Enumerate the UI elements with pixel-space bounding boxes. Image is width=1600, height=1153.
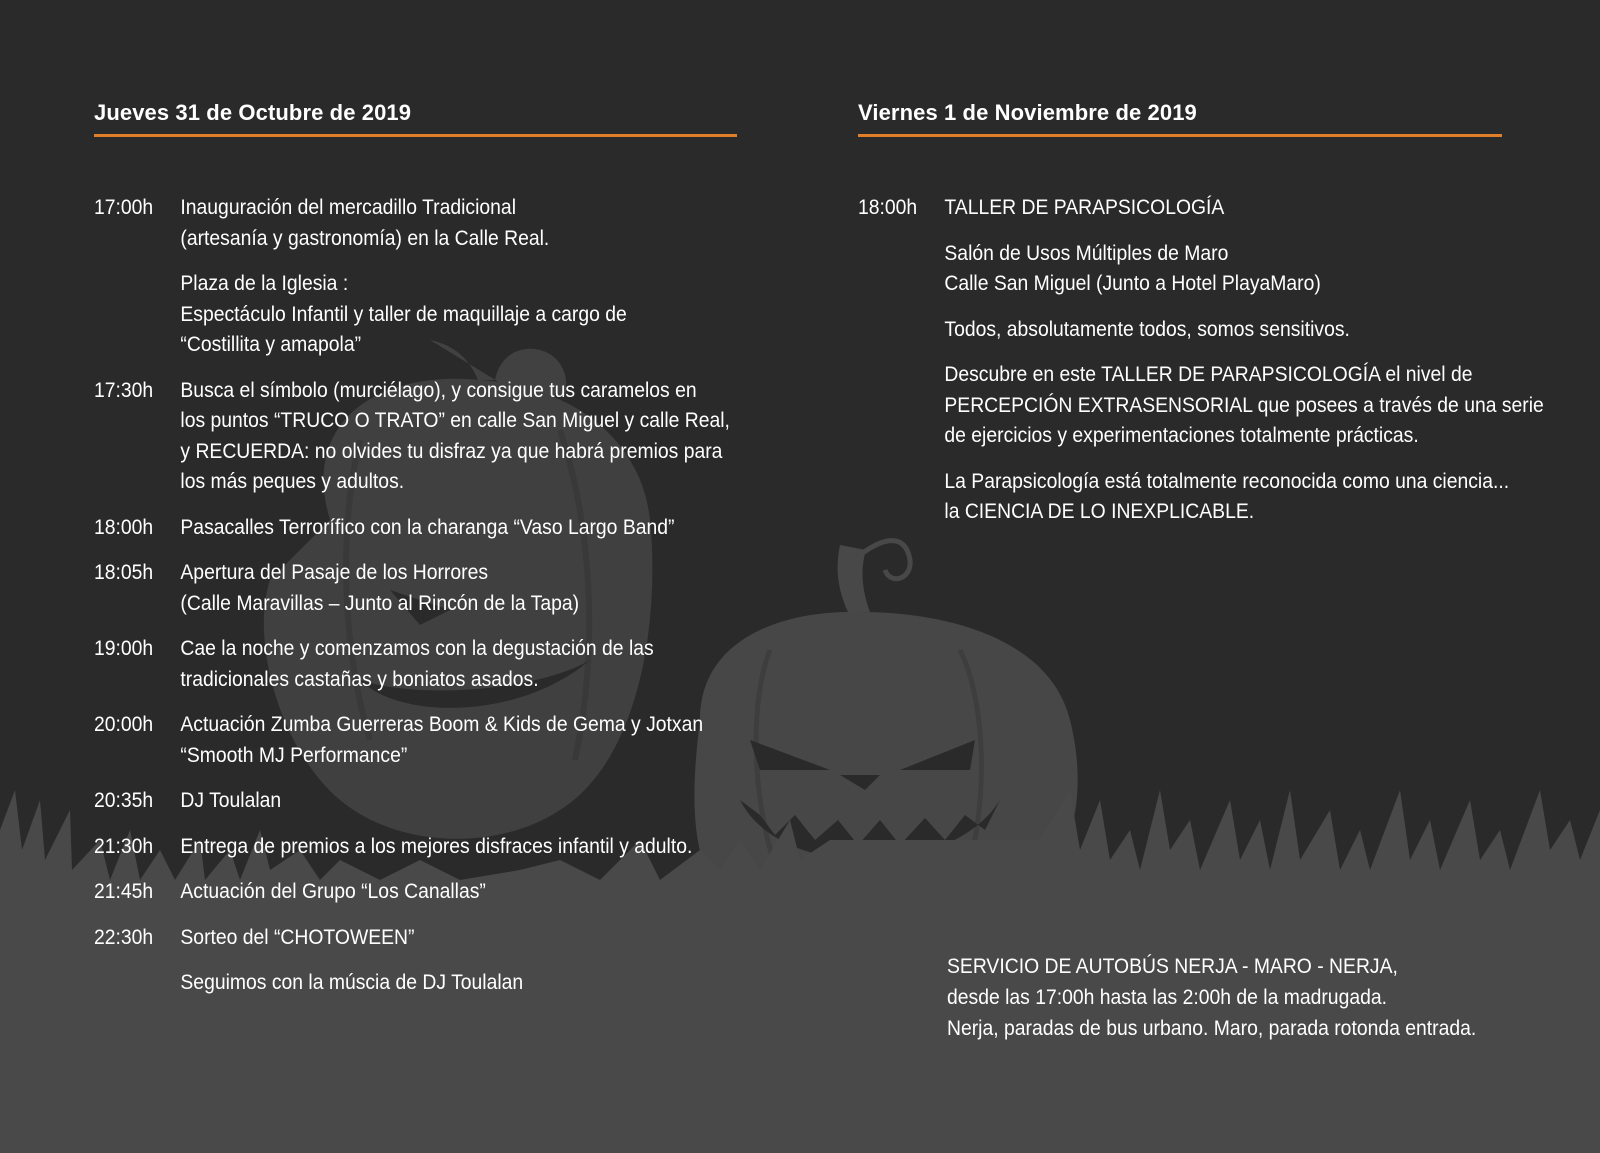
entry-description [180,922,679,953]
entry-line: la CIENCIA DE LO INEXPLICABLE. [944,499,1255,523]
entry-line: TALLER DE PARAPSICOLOGÍA [944,195,1225,219]
entry-line: Descubre en este TALLER DE PARAPSICOLOGÍA el nivel de [944,362,1473,386]
entry-line: Busca el símbolo (murciélago), y consigue tus caramelos en [180,377,697,402]
schedule-entry [94,192,679,253]
entry-line: Espectáculo Infantil y taller de maquillaje a cargo de [180,301,627,326]
entry-line: Calle San Miguel (Junto a Hotel PlayaMaro) [944,271,1321,295]
entry-time: 21:45h [94,879,154,903]
entry-description [944,192,1452,223]
entry-line: de ejercicios y experimentaciones totalmente prácticas. [944,423,1419,447]
entry-description [180,709,703,770]
schedule-entry [94,268,679,360]
entry-line: “Costillita y amapola” [180,332,362,356]
entry-description [944,238,1452,299]
thursday-schedule [94,100,744,1013]
schedule-entry [94,512,679,543]
entry-line: DJ Toulalan [180,788,282,812]
entry-line: Cae la noche y comenzamos con la degustación de las [180,636,654,660]
entry-line: PERCEPCIÓN EXTRASENSORIAL que posees a través de una serie [944,392,1544,417]
entry-line: Todos, absolutamente todos, somos sensitivos. [944,316,1350,341]
schedule-list [94,192,744,998]
entry-line: Pasacalles Terrorífico con la charanga “Vaso Largo Band” [180,514,675,539]
entry-line: Salón de Usos Múltiples de Maro [944,240,1229,265]
entry-time [858,238,944,299]
entry-time [858,466,944,527]
entry-time: 18:00h [94,514,154,539]
entry-line: y RECUERDA: no olvides tu disfraz ya que habrá premios para [180,438,723,463]
bus-notice-line: Nerja, paradas de bus urbano. Maro, parada rotonda entrada. [947,1016,1477,1040]
schedule-entry [858,359,1544,451]
entry-description [180,375,730,497]
entry-time [94,268,180,360]
entry-description [180,876,679,907]
entry-description [180,268,679,360]
entry-line: “Smooth MJ Performance” [180,742,408,767]
entry-description [180,831,692,862]
entry-time [94,967,180,998]
entry-description [180,557,679,618]
entry-line: La Parapsicología está totalmente reconocida como una ciencia... [944,468,1510,493]
entry-description [180,633,679,694]
entry-line: Apertura del Pasaje de los Horrores [180,560,489,584]
entry-line: los más peques y adultos. [180,469,405,493]
entry-line: Entrega de premios a los mejores disfraces infantil y adulto. [180,833,693,858]
entry-time: 18:00h [858,195,918,219]
schedule-entry [94,785,679,816]
entry-description [180,192,679,253]
entry-line: (Calle Maravillas – Junto al Rincón de la Tapa) [180,590,580,615]
schedule-entry [858,314,1452,345]
bus-notice-line: SERVICIO DE AUTOBÚS NERJA - MARO - NERJA, [947,954,1398,978]
entry-time: 21:30h [94,833,154,858]
entry-time: 18:05h [94,560,154,584]
schedule-entry [94,375,730,497]
entry-time [858,359,944,451]
entry-description [180,785,679,816]
entry-description [944,466,1509,527]
entry-time: 20:35h [94,788,154,812]
day-title: Jueves 31 de Octubre de 2019 [94,100,737,137]
entry-time [858,314,944,345]
schedule-entry [94,967,679,998]
schedule-entry [94,557,679,618]
bus-service-notice [947,951,1476,1044]
entry-line: los puntos “TRUCO O TRATO” en calle San Miguel y calle Real, [180,408,730,432]
bus-notice-line: desde las 17:00h hasta las 2:00h de la madrugada. [947,985,1388,1009]
entry-description [180,512,679,543]
schedule-entry [94,922,679,953]
entry-time: 22:30h [94,924,154,949]
day-title: Viernes 1 de Noviembre de 2019 [858,100,1502,137]
friday-schedule [858,100,1544,542]
entry-line: Actuación del Grupo “Los Canallas” [180,879,486,903]
entry-line: tradicionales castañas y boniatos asados. [180,666,539,691]
entry-line: (artesanía y gastronomía) en la Calle Real. [180,225,550,250]
schedule-list [858,192,1544,527]
entry-description [180,967,679,998]
entry-time: 19:00h [94,636,154,660]
entry-line: Inauguración del mercadillo Tradicional [180,195,517,219]
schedule-entry [94,709,704,770]
schedule-entry [858,466,1510,527]
schedule-entry [94,831,693,862]
schedule-entry [94,876,679,907]
schedule-entry [858,192,1452,223]
entry-time: 17:00h [94,195,154,219]
entry-line: Seguimos con la múscia de DJ Toulalan [180,970,524,994]
entry-line: Plaza de la Iglesia : [180,271,349,295]
entry-time: 17:30h [94,377,154,402]
schedule-entry [858,238,1452,299]
entry-description [944,359,1544,451]
entry-description [944,314,1452,345]
schedule-entry [94,633,679,694]
entry-line: Actuación Zumba Guerreras Boom & Kids de Gema y Jotxan [180,712,704,736]
entry-line: Sorteo del “CHOTOWEEN” [180,924,415,949]
entry-time: 20:00h [94,712,154,736]
